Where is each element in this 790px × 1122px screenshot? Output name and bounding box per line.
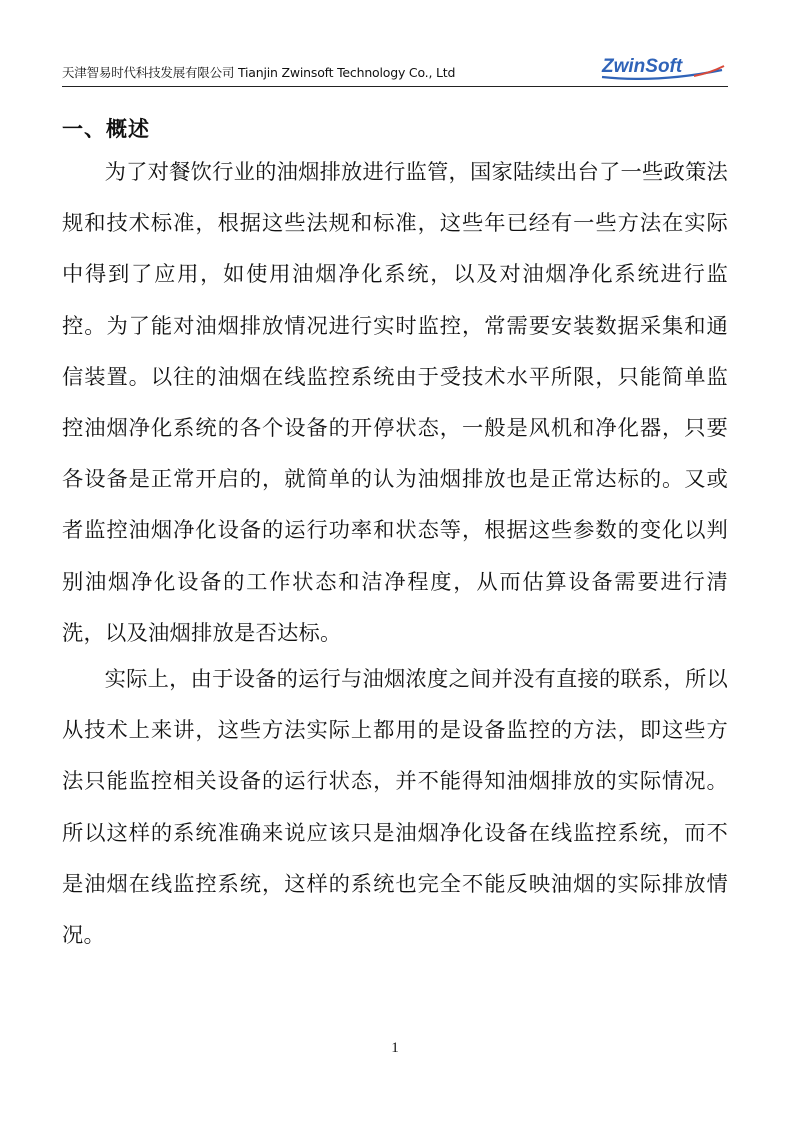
paragraph-2: 实际上，由于设备的运行与油烟浓度之间并没有直接的联系，所以从技术上来讲，这些方法实际上都用的是设备监控的方法，即这些方法只能监控相关设备的运行状态，并不能得知油烟排放的实际情况。所以这样的系统准确来说应该只是油烟净化设备在线监控系统，而不是油烟在线监控系统，这样的系统也完全不能反映油烟的实际排放情况。 [62, 667, 729, 949]
zwinsoft-logo [598, 52, 726, 82]
logo-wordmark: ZwinSoft [602, 56, 683, 77]
company-name: 天津智易时代科技发展有限公司 Tianjin Zwinsoft Technology Co., Ltd [62, 65, 456, 80]
page-number: 1 [391, 1040, 399, 1056]
section-title: 一、概述 [62, 117, 150, 141]
paragraph-1: 为了对餐饮行业的油烟排放进行监管，国家陆续出台了一些政策法规和技术标准，根据这些法规和标准，这些年已经有一些方法在实际中得到了应用，如使用油烟净化系统，以及对油烟净化系统进行监控。为了能对油烟排放情况进行实时监控，常需要安装数据采集和通信装置。以往的油烟在线监控系统由于受技术水平所限，只能简单监控油烟净化系统的各个设备的开停状态，一般是风机和净化器，只要各设备是正常开启的，就简单的认为油烟排放也是正常达标的。又或者监控油烟净化设备的运行功率和状态等，根据这些参数的变化以判别油烟净化设备的工作状态和洁净程度，从而估算设备需要进行清洗，以及油烟排放是否达标。 [62, 160, 729, 646]
page-header [62, 58, 728, 87]
